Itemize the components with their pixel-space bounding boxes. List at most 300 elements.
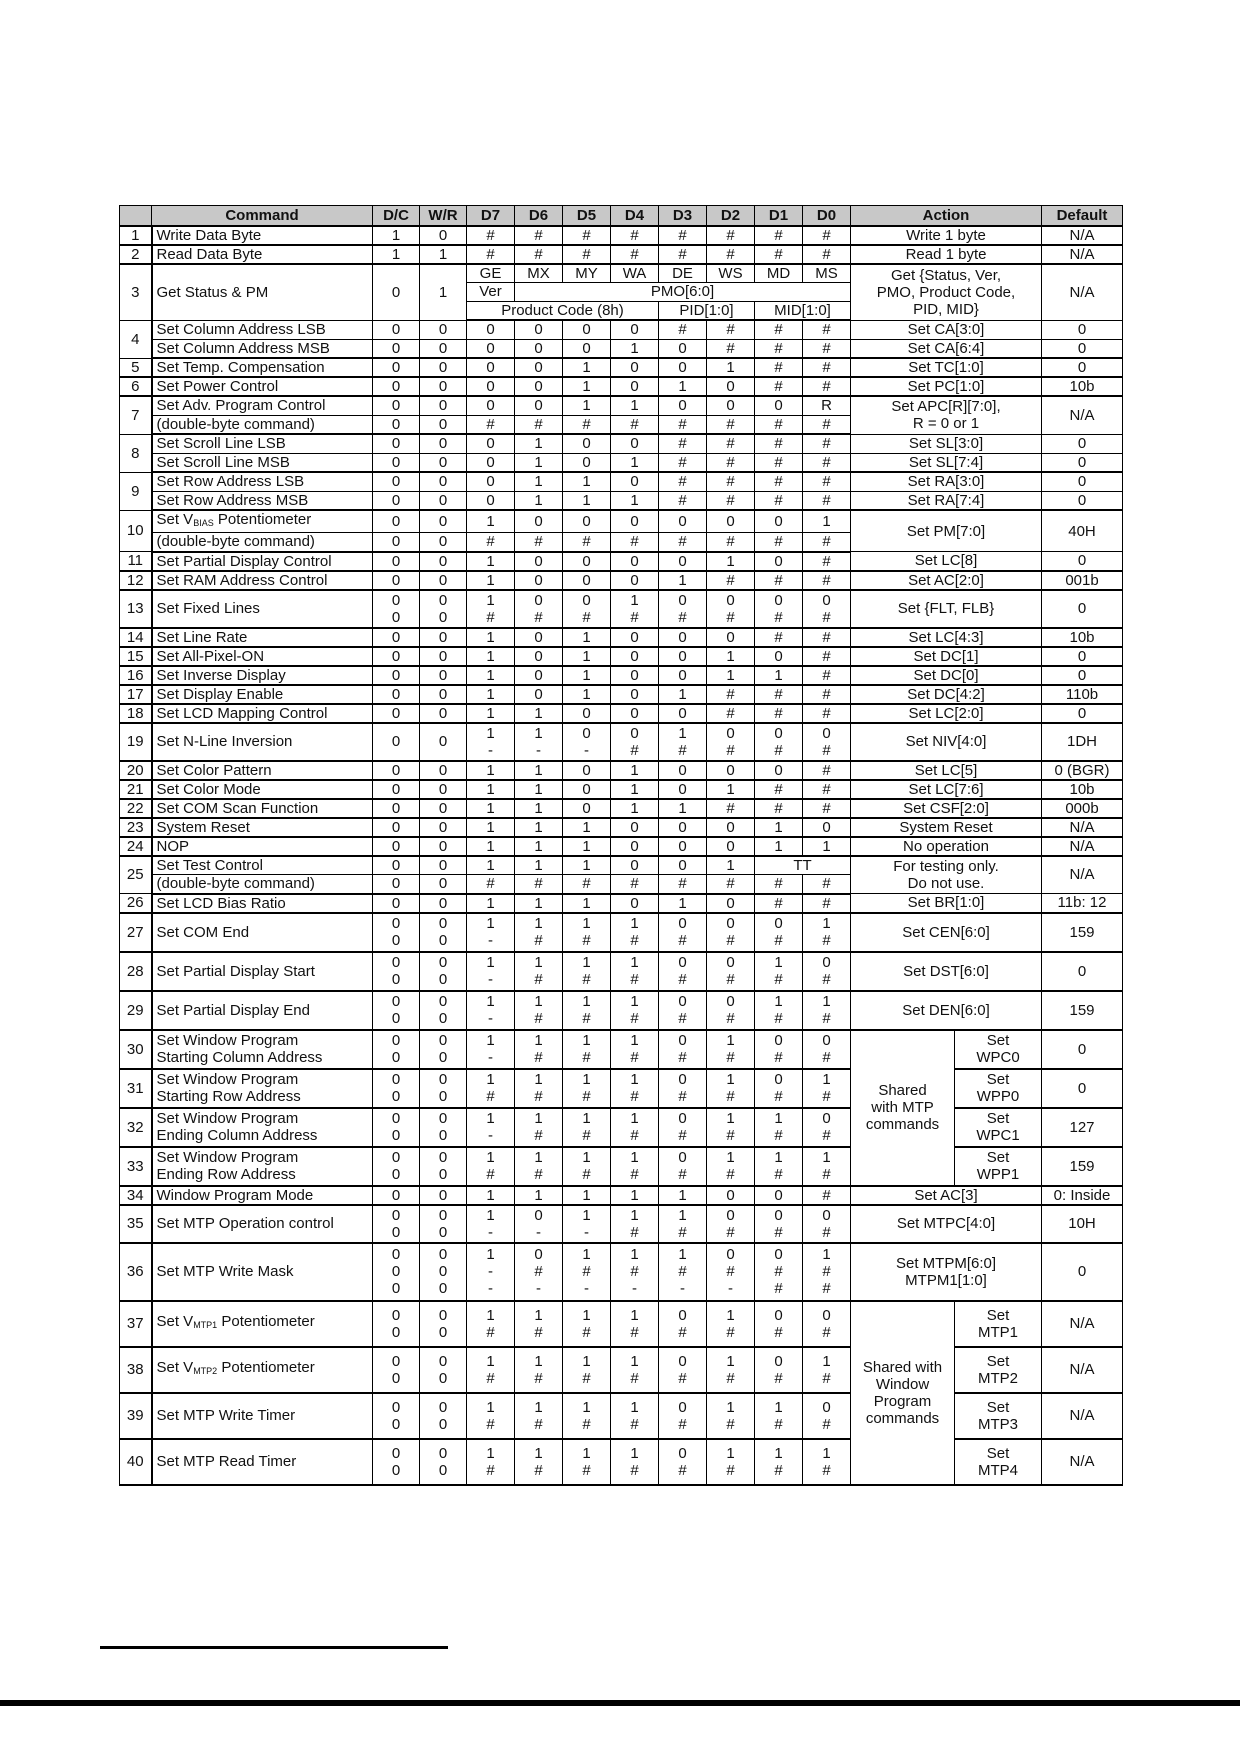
data-bit: 0: [467, 453, 515, 472]
data-bit: 0: [611, 472, 659, 491]
data-bit: #: [803, 685, 851, 704]
data-bit: 1: [611, 1186, 659, 1205]
action-cell: Set CA[3:0]: [851, 320, 1042, 339]
data-bit: 1: [467, 837, 515, 856]
data-bit: 1: [611, 780, 659, 799]
action-cell: Set DC[4:2]: [851, 685, 1042, 704]
row-number: 7: [120, 396, 152, 434]
header-cell: Default: [1042, 206, 1123, 226]
data-bit: 1 #: [467, 1347, 515, 1393]
data-bit: #: [803, 647, 851, 666]
data-bit: 1 #: [803, 1439, 851, 1485]
data-field: TT: [755, 856, 851, 875]
data-bit: 1: [803, 837, 851, 856]
wr-bit: 0 0: [420, 590, 467, 628]
data-bit: 0 #: [659, 913, 707, 952]
row-number: 4: [120, 320, 152, 358]
row-number: 16: [120, 666, 152, 685]
command-name: (double-byte command): [152, 415, 373, 434]
default-cell: 0: [1042, 590, 1123, 628]
row-number: 39: [120, 1393, 152, 1439]
data-field: Product Code (8h): [467, 301, 659, 320]
table-row: [120, 358, 1123, 377]
default-cell: N/A: [1042, 837, 1123, 856]
default-cell: N/A: [1042, 1301, 1123, 1347]
data-bit: 0: [659, 818, 707, 837]
data-bit: 0 #: [755, 1301, 803, 1347]
data-bit: 1: [611, 339, 659, 358]
action-cell: Set SL[7:4]: [851, 453, 1042, 472]
table-row: [120, 952, 1123, 991]
wr-bit: 0: [420, 472, 467, 491]
data-bit: #: [803, 358, 851, 377]
data-bit: 1 # -: [611, 1243, 659, 1301]
data-bit: #: [755, 685, 803, 704]
data-bit: #: [755, 377, 803, 396]
default-cell: N/A: [1042, 1439, 1123, 1485]
table-row: [120, 1243, 1123, 1301]
data-bit: 1 #: [515, 1347, 563, 1393]
data-bit: 0: [659, 837, 707, 856]
data-bit: 1 #: [755, 1147, 803, 1186]
command-table: [119, 205, 1123, 1486]
wr-bit: 0: [420, 415, 467, 434]
data-bit: 0: [659, 358, 707, 377]
data-bit: 1 -: [515, 723, 563, 761]
data-bit: 0: [563, 434, 611, 453]
data-bit: 1: [755, 818, 803, 837]
data-bit: #: [803, 415, 851, 434]
dc-bit: 0: [373, 666, 420, 685]
action-cell: Set DC[1]: [851, 647, 1042, 666]
data-bit: 1: [515, 434, 563, 453]
data-bit: #: [803, 533, 851, 552]
data-bit: 0 #: [803, 590, 851, 628]
data-bit: #: [659, 415, 707, 434]
data-bit: 1 #: [803, 1347, 851, 1393]
data-bit: 0 #: [803, 1301, 851, 1347]
dc-bit: 0 0: [373, 1347, 420, 1393]
data-bit: #: [803, 571, 851, 590]
row-number: 17: [120, 685, 152, 704]
table-row: [120, 552, 1123, 571]
table-row: [120, 780, 1123, 799]
data-bit: 1 #: [563, 1439, 611, 1485]
wr-bit: 0: [420, 510, 467, 533]
dc-bit: 0: [373, 780, 420, 799]
data-bit: 1 #: [515, 1301, 563, 1347]
data-bit: 1 #: [611, 1069, 659, 1108]
wr-bit: 1: [420, 264, 467, 321]
data-bit: #: [755, 358, 803, 377]
data-bit: 1 #: [611, 1030, 659, 1069]
data-bit: #: [755, 491, 803, 510]
data-bit: #: [707, 685, 755, 704]
data-bit: #: [563, 533, 611, 552]
data-field: PMO[6:0]: [515, 282, 851, 301]
data-bit: 1: [467, 799, 515, 818]
data-bit: 1: [803, 510, 851, 533]
data-bit: 1 #: [659, 1205, 707, 1243]
command-name: Set All-Pixel-ON: [152, 647, 373, 666]
dc-bit: 0: [373, 510, 420, 533]
data-bit: #: [467, 415, 515, 434]
data-bit: 0 #: [755, 913, 803, 952]
table-row: [120, 245, 1123, 264]
default-cell: 0: [1042, 704, 1123, 723]
default-cell: 000b: [1042, 799, 1123, 818]
data-bit: 1 #: [611, 1108, 659, 1147]
data-bit: 1 #: [707, 1347, 755, 1393]
wr-bit: 0 0: [420, 1347, 467, 1393]
default-cell: 10b: [1042, 377, 1123, 396]
data-bit: 0: [755, 552, 803, 571]
data-bit: 1 #: [515, 1393, 563, 1439]
dc-bit: 0 0: [373, 913, 420, 952]
data-bit: 0: [515, 628, 563, 647]
data-bit: #: [803, 761, 851, 780]
action-cell: Set WPP0: [955, 1069, 1042, 1108]
data-bit: 1: [611, 761, 659, 780]
data-bit: 0 #: [707, 913, 755, 952]
data-bit: 0: [755, 761, 803, 780]
data-bit: 0: [563, 453, 611, 472]
data-bit: 0 #: [659, 590, 707, 628]
action-cell: Read 1 byte: [851, 245, 1042, 264]
row-number: 18: [120, 704, 152, 723]
action-cell: For testing only. Do not use.: [851, 856, 1042, 894]
wr-bit: 0: [420, 396, 467, 415]
data-bit: #: [803, 434, 851, 453]
data-bit: #: [707, 339, 755, 358]
row-number: 33: [120, 1147, 152, 1186]
data-bit: 1: [515, 704, 563, 723]
data-bit: 1: [467, 552, 515, 571]
command-name: Set $V_{MTP2}$ Potentiometer: [152, 1347, 373, 1393]
shared-note: Shared with Window Program commands: [851, 1301, 955, 1485]
action-cell: Set RA[7:4]: [851, 491, 1042, 510]
wr-bit: 0: [420, 552, 467, 571]
action-cell: No operation: [851, 837, 1042, 856]
table-row: [120, 1301, 1123, 1347]
data-bit: 1: [563, 666, 611, 685]
data-bit: 0: [659, 339, 707, 358]
row-number: 30: [120, 1030, 152, 1069]
data-bit: 0 #: [755, 1030, 803, 1069]
data-bit: #: [707, 491, 755, 510]
data-bit: #: [611, 533, 659, 552]
data-bit: 1: [611, 799, 659, 818]
wr-bit: 0: [420, 875, 467, 894]
data-bit: #: [467, 226, 515, 245]
wr-bit: 0 0: [420, 952, 467, 991]
command-name: Set Temp. Compensation: [152, 358, 373, 377]
data-bit: 0 #: [659, 952, 707, 991]
command-name: Set Row Address LSB: [152, 472, 373, 491]
table-row: [120, 264, 1123, 283]
default-cell: 0: [1042, 1069, 1123, 1108]
data-bit: 1 #: [755, 952, 803, 991]
data-bit: 1 #: [515, 1108, 563, 1147]
data-bit: #: [659, 533, 707, 552]
table-row: [120, 377, 1123, 396]
data-bit: 1: [515, 453, 563, 472]
data-bit: #: [755, 472, 803, 491]
default-cell: 0: [1042, 952, 1123, 991]
data-bit: 1 #: [707, 1301, 755, 1347]
command-name: Set LCD Bias Ratio: [152, 894, 373, 913]
data-bit: 1 #: [611, 1147, 659, 1186]
data-bit: Ver: [467, 282, 515, 301]
data-bit: 1: [515, 818, 563, 837]
action-cell: Set TC[1:0]: [851, 358, 1042, 377]
action-cell: Set DC[0]: [851, 666, 1042, 685]
data-bit: 0: [611, 552, 659, 571]
data-bit: #: [755, 571, 803, 590]
data-bit: 0: [755, 647, 803, 666]
table-row: [120, 704, 1123, 723]
data-bit: #: [659, 245, 707, 264]
dc-bit: 0 0: [373, 1069, 420, 1108]
data-bit: 0: [515, 510, 563, 533]
dc-bit: 0: [373, 856, 420, 875]
data-bit: 1: [467, 1186, 515, 1205]
data-bit: 1 #: [467, 1147, 515, 1186]
data-bit: 1 #: [707, 1069, 755, 1108]
default-cell: N/A: [1042, 1393, 1123, 1439]
data-bit: 1: [467, 571, 515, 590]
row-number: 14: [120, 628, 152, 647]
command-name: Set Scroll Line MSB: [152, 453, 373, 472]
default-cell: 159: [1042, 991, 1123, 1030]
command-name: Set Test Control: [152, 856, 373, 875]
data-bit: 1: [707, 647, 755, 666]
data-bit: 0: [563, 339, 611, 358]
data-bit: 1 # -: [659, 1243, 707, 1301]
table-row: [120, 1347, 1123, 1393]
data-bit: 0 #: [611, 723, 659, 761]
action-cell: Get {Status, Ver, PMO, Product Code, PID, MID}: [851, 264, 1042, 321]
data-bit: #: [803, 552, 851, 571]
data-bit: #: [707, 472, 755, 491]
data-bit: 0: [755, 510, 803, 533]
default-cell: 10H: [1042, 1205, 1123, 1243]
default-cell: 127: [1042, 1108, 1123, 1147]
data-bit: 1 #: [803, 991, 851, 1030]
data-field: MID[1:0]: [755, 301, 851, 320]
row-number: 23: [120, 818, 152, 837]
data-bit: #: [611, 415, 659, 434]
data-bit: 0: [659, 552, 707, 571]
default-cell: 0: [1042, 666, 1123, 685]
command-name: Set Color Pattern: [152, 761, 373, 780]
data-bit: 1: [515, 472, 563, 491]
data-bit: 0: [611, 320, 659, 339]
data-bit: #: [515, 533, 563, 552]
command-name: Set Window Program Ending Row Address: [152, 1147, 373, 1186]
data-bit: #: [803, 226, 851, 245]
row-number: 29: [120, 991, 152, 1030]
table-row: [120, 685, 1123, 704]
table-row: [120, 1108, 1123, 1147]
command-name: Set Row Address MSB: [152, 491, 373, 510]
data-bit: #: [803, 491, 851, 510]
data-bit: 0: [515, 571, 563, 590]
dc-bit: 0: [373, 453, 420, 472]
subscript: MTP2: [193, 1366, 218, 1376]
default-cell: 0 (BGR): [1042, 761, 1123, 780]
data-bit: 0: [467, 434, 515, 453]
data-bit: #: [707, 704, 755, 723]
row-number: 25: [120, 856, 152, 894]
data-bit: 1: [563, 491, 611, 510]
wr-bit: 0: [420, 837, 467, 856]
action-cell: Set PC[1:0]: [851, 377, 1042, 396]
data-bit: #: [755, 628, 803, 647]
table-row: [120, 590, 1123, 628]
action-cell: Set CEN[6:0]: [851, 913, 1042, 952]
default-cell: 0: [1042, 1030, 1123, 1069]
data-bit: #: [803, 453, 851, 472]
data-bit: 1: [515, 799, 563, 818]
wr-bit: 0: [420, 780, 467, 799]
action-cell: Set MTP1: [955, 1301, 1042, 1347]
wr-bit: 0: [420, 856, 467, 875]
data-bit: #: [803, 704, 851, 723]
table-row: [120, 1030, 1123, 1069]
data-bit: WA: [611, 264, 659, 283]
wr-bit: 0: [420, 723, 467, 761]
data-bit: 1 #: [515, 991, 563, 1030]
row-number: 9: [120, 472, 152, 510]
data-bit: 1: [659, 799, 707, 818]
dc-bit: 0: [373, 761, 420, 780]
table-row: [120, 320, 1123, 339]
data-bit: 0 #: [659, 1030, 707, 1069]
data-bit: 1 - -: [467, 1243, 515, 1301]
row-number: 35: [120, 1205, 152, 1243]
wr-bit: 0: [420, 818, 467, 837]
data-bit: 0 #: [659, 1347, 707, 1393]
data-bit: 1 #: [611, 913, 659, 952]
wr-bit: 0: [420, 799, 467, 818]
data-bit: 1: [467, 647, 515, 666]
default-cell: 1DH: [1042, 723, 1123, 761]
command-name: Set Window Program Starting Column Address: [152, 1030, 373, 1069]
wr-bit: 0: [420, 761, 467, 780]
data-bit: 1: [563, 628, 611, 647]
data-bit: 1 #: [563, 991, 611, 1030]
data-bit: 1: [467, 780, 515, 799]
row-number: 34: [120, 1186, 152, 1205]
data-bit: #: [803, 320, 851, 339]
data-bit: 1: [707, 358, 755, 377]
data-bit: 1: [659, 1186, 707, 1205]
action-cell: Set {FLT, FLB}: [851, 590, 1042, 628]
data-bit: #: [803, 472, 851, 491]
data-bit: 0 #: [803, 1108, 851, 1147]
dc-bit: 0 0: [373, 1147, 420, 1186]
action-cell: Set PM[7:0]: [851, 510, 1042, 552]
command-name: Set COM End: [152, 913, 373, 952]
header-cell: D7: [467, 206, 515, 226]
row-number: 6: [120, 377, 152, 396]
data-bit: 1 -: [467, 1030, 515, 1069]
data-bit: 1: [515, 761, 563, 780]
data-bit: 1 #: [563, 1069, 611, 1108]
data-bit: 0 #: [755, 590, 803, 628]
default-cell: N/A: [1042, 226, 1123, 245]
data-bit: 1 #: [515, 952, 563, 991]
header-cell: D3: [659, 206, 707, 226]
data-bit: 1: [659, 377, 707, 396]
action-cell: Set LC[5]: [851, 761, 1042, 780]
action-cell: Set CSF[2:0]: [851, 799, 1042, 818]
data-bit: 0: [659, 856, 707, 875]
data-bit: #: [707, 453, 755, 472]
data-bit: 0: [659, 628, 707, 647]
data-bit: 0: [707, 1186, 755, 1205]
table-header: [120, 206, 1123, 226]
data-bit: 1 #: [611, 1347, 659, 1393]
data-bit: 1: [467, 704, 515, 723]
data-bit: 1: [659, 685, 707, 704]
data-bit: 1 #: [659, 723, 707, 761]
command-name: Set Inverse Display: [152, 666, 373, 685]
row-number: 31: [120, 1069, 152, 1108]
data-bit: 1: [755, 666, 803, 685]
default-cell: 10b: [1042, 780, 1123, 799]
dc-bit: 0 0: [373, 1301, 420, 1347]
data-bit: 1 #: [611, 952, 659, 991]
data-bit: #: [803, 875, 851, 894]
data-bit: 0: [611, 628, 659, 647]
row-number: 8: [120, 434, 152, 472]
data-bit: #: [515, 415, 563, 434]
data-bit: #: [755, 453, 803, 472]
data-bit: 1 #: [563, 1347, 611, 1393]
action-cell: Set LC[2:0]: [851, 704, 1042, 723]
data-bit: 0: [515, 647, 563, 666]
command-name: Read Data Byte: [152, 245, 373, 264]
data-bit: 1: [659, 571, 707, 590]
dc-bit: 0: [373, 894, 420, 913]
dc-bit: 0 0: [373, 1030, 420, 1069]
data-bit: 0 #: [707, 952, 755, 991]
wr-bit: 0 0: [420, 1069, 467, 1108]
dc-bit: 0: [373, 358, 420, 377]
data-bit: 0: [467, 472, 515, 491]
data-bit: DE: [659, 264, 707, 283]
data-bit: 1: [563, 1186, 611, 1205]
wr-bit: 0: [420, 533, 467, 552]
wr-bit: 0 0: [420, 1439, 467, 1485]
data-bit: 1 #: [563, 1301, 611, 1347]
data-bit: 1 -: [467, 723, 515, 761]
data-bit: 1: [467, 856, 515, 875]
data-bit: 1: [611, 491, 659, 510]
data-bit: 1: [563, 685, 611, 704]
command-name: Set Display Enable: [152, 685, 373, 704]
table-row: [120, 913, 1123, 952]
action-cell: Set AC[3]: [851, 1186, 1042, 1205]
data-bit: #: [515, 245, 563, 264]
command-name: Set LCD Mapping Control: [152, 704, 373, 723]
default-cell: 110b: [1042, 685, 1123, 704]
data-bit: 0: [707, 837, 755, 856]
data-bit: #: [755, 415, 803, 434]
header-cell: Action: [851, 206, 1042, 226]
